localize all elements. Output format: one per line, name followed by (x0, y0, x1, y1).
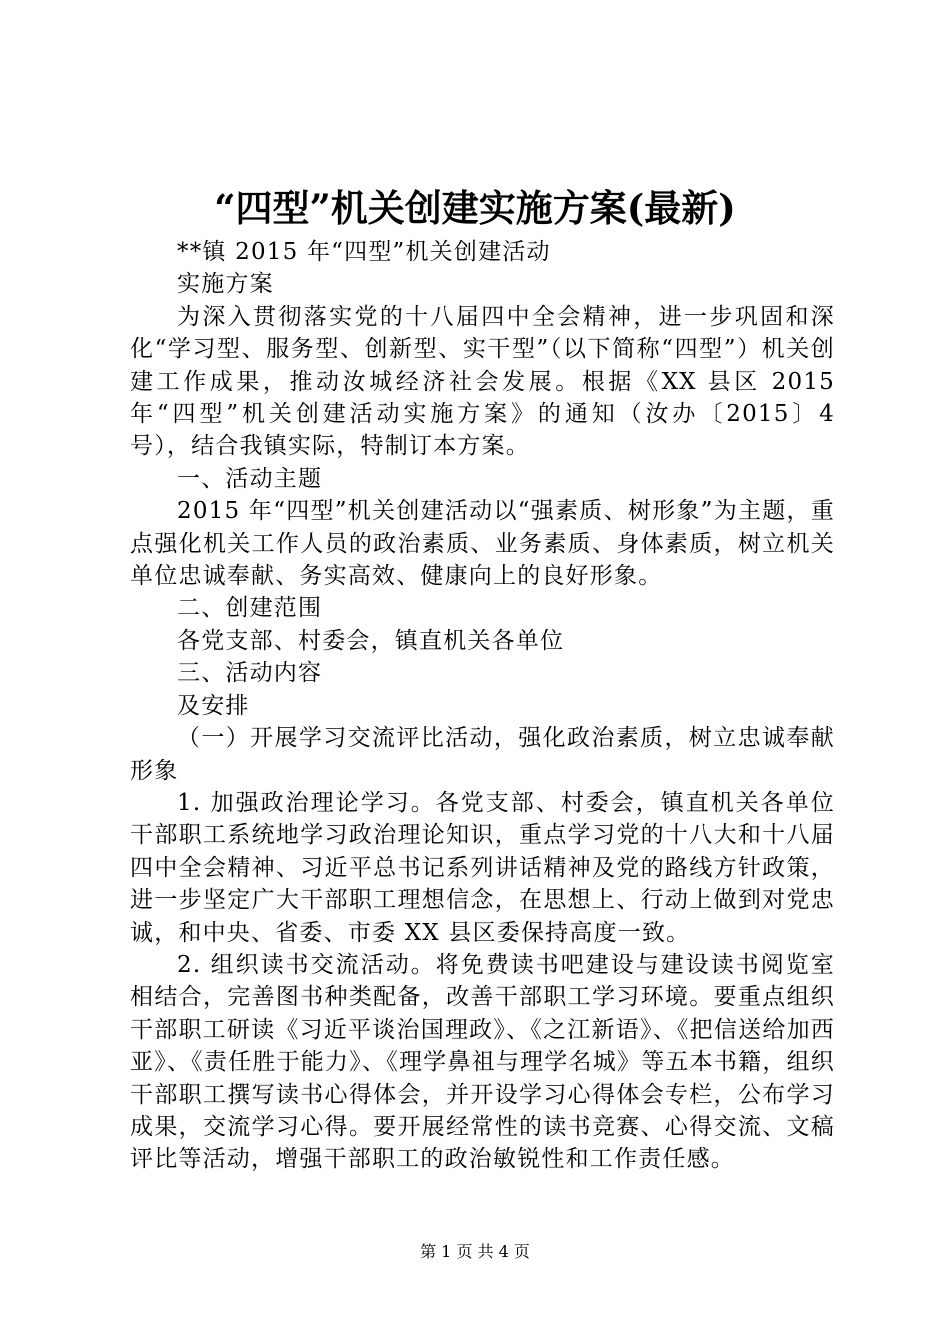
paragraph-item-2: 2. 组织读书交流活动。将免费读书吧建设与建设读书阅览室相结合，完善图书种类配备，改善干部职工学习环境。要重点组织干部职工研读《习近平谈治国理政》、《之江新语》、《把信送给加西亚》、《责任胜于能力》、《理学鼻祖与理学名城》等五本书籍，组织干部职工撰写读书心得体会，并开设学习心得体会专栏，公布学习成果，交流学习心得。要开展经常性的读书竞赛、心得交流、文稿评比等活动，增强干部职工的政治敏锐性和工作责任感。 (130, 951, 835, 1173)
document-body (130, 236, 835, 1176)
section-heading-2: 二、创建范围 (177, 595, 323, 622)
paragraph-item-1: 1. 加强政治理论学习。各党支部、村委会，镇直机关各单位干部职工系统地学习政治理论知识，重点学习党的十八大和十八届四中全会精神、习近平总书记系列讲话精神及党的路线方针政策，进一步坚定广大干部职工理想信念，在思想上、行动上做到对党忠诚，和中央、省委、市委 XX 县区委保持高度一致。 (130, 789, 835, 946)
document-title: “四型”机关创建实施方案(最新) (214, 186, 736, 230)
section-heading-3-cont: 及安排 (177, 692, 250, 719)
section-heading-3: 三、活动内容 (177, 660, 323, 687)
paragraph-heading-line1: **镇 2015 年“四型”机关创建活动 (177, 239, 551, 265)
paragraph-scope: 各党支部、村委会，镇直机关各单位 (177, 627, 565, 654)
section-heading-1: 一、活动主题 (177, 465, 323, 492)
paragraph-theme: 2015 年“四型”机关创建活动以“强素质、树形象”为主题，重点强化机关工作人员的政治素质、业务素质、身体素质，树立机关单位忠诚奉献、务实高效、健康向上的良好形象。 (130, 498, 835, 590)
paragraph-intro: 为深入贯彻落实党的十八届四中全会精神，进一步巩固和深化“学习型、服务型、创新型、实干型”（以下简称“四型”）机关创建工作成果，推动汝城经济社会发展。根据《XX 县区 2015 年“四型”机关创建活动实施方案》的通知（汝办〔2015〕4 号），结合我镇实际，特制订本方案。 (130, 303, 835, 460)
paragraph-heading-line2: 实施方案 (177, 271, 274, 298)
page-footer: 第 1 页 共 4 页 (420, 1242, 530, 1261)
subsection-heading-1: （一）开展学习交流评比活动，强化政治素质，树立忠诚奉献形象 (130, 725, 835, 784)
